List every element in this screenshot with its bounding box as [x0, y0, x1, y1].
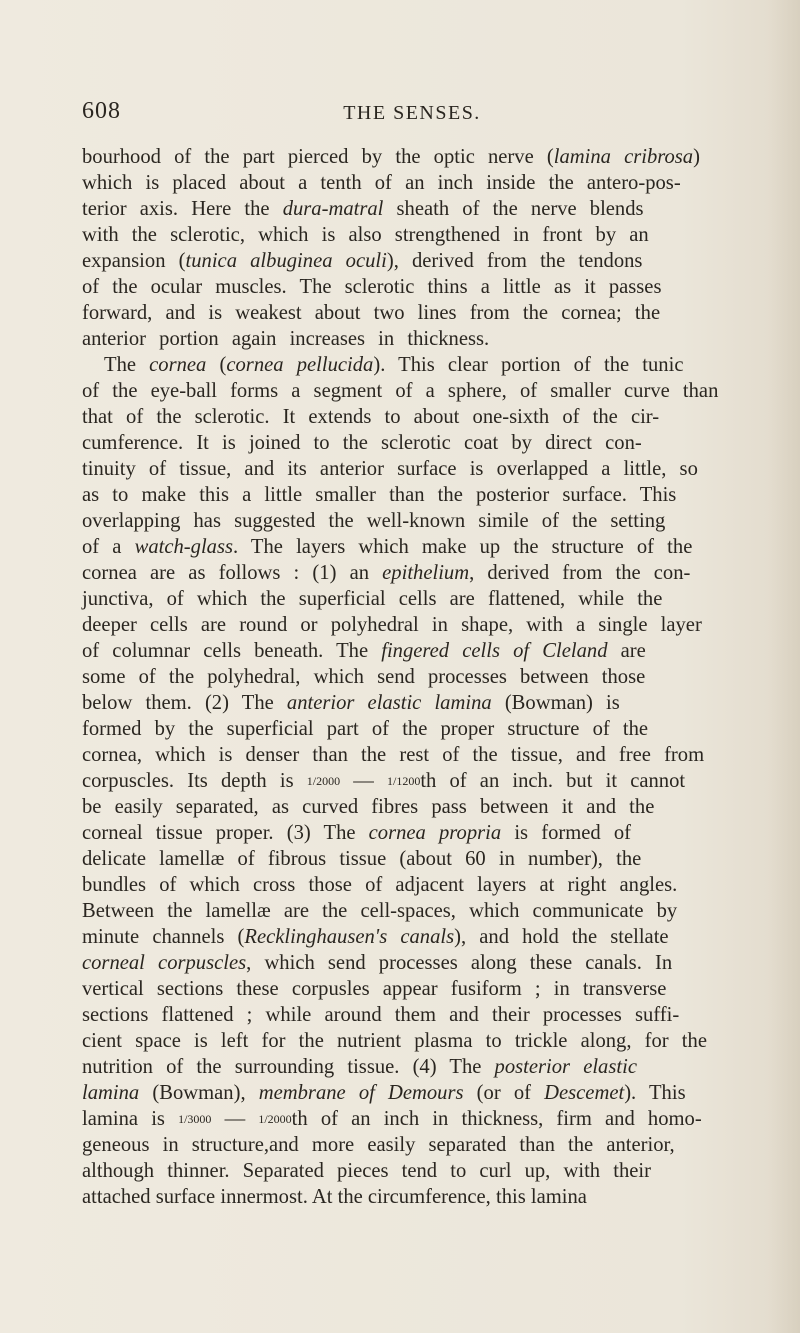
text-segment: is formed of [501, 822, 631, 844]
text-line [82, 248, 742, 274]
fraction: 1/1200 [386, 774, 421, 788]
text-segment: ). This [624, 1082, 686, 1104]
text-segment: The [104, 354, 150, 376]
italic-term: watch-glass [134, 536, 233, 558]
text-line [82, 924, 742, 950]
text-segment: as to make this a little smaller than the posterior surface. This [82, 484, 677, 506]
text-segment: (Bowman), [139, 1082, 259, 1104]
italic-term: posterior elastic [494, 1056, 637, 1078]
text-segment: junctiva, of which the superficial cells are flattened, while the [82, 588, 663, 610]
text-line [82, 742, 742, 768]
text-segment: (or of [463, 1082, 545, 1104]
text-segment: — [211, 1108, 259, 1130]
text-line [82, 534, 742, 560]
body-text [82, 144, 742, 1210]
text-segment: which is placed about a tenth of an inch inside the antero-pos- [82, 172, 681, 194]
text-line [82, 820, 742, 846]
italic-term: tunica albuginea oculi [185, 250, 387, 272]
text-line [82, 612, 742, 638]
italic-term: epithelium [382, 562, 470, 584]
text-segment: — [340, 770, 387, 792]
text-segment: of the ocular muscles. The sclerotic thins a little as it passes [82, 276, 662, 298]
italic-term: dura-matral [282, 198, 384, 220]
text-segment: sections flattened ; while around them and their processes suffi- [82, 1004, 680, 1026]
text-segment: . The layers which make up the structure of the [233, 536, 693, 558]
text-segment: th of an inch in thickness, firm and homo- [291, 1108, 702, 1130]
text-segment: be easily separated, as curved fibres pass between it and the [82, 796, 655, 818]
text-line [82, 638, 742, 664]
fraction: 1/2000 [258, 1112, 292, 1126]
text-segment: although thinner. Separated pieces tend to curl up, with their [82, 1160, 651, 1182]
page-number: 608 [82, 98, 121, 124]
fraction: 1/3000 [178, 1112, 212, 1126]
italic-term: fingered cells of Cleland [381, 640, 608, 662]
text-line [82, 768, 742, 794]
text-line [82, 664, 742, 690]
text-segment: anterior portion again increases in thickness. [82, 328, 490, 350]
text-line [82, 482, 742, 508]
text-line [82, 1158, 742, 1184]
text-segment: th of an inch. but it cannot [420, 770, 686, 792]
text-line [82, 274, 742, 300]
text-segment: overlapping has suggested the well-known simile of the setting [82, 510, 666, 532]
text-line [82, 1080, 742, 1106]
text-line [82, 976, 742, 1002]
text-segment: delicate lamellæ of fibrous tissue (about 60 in number), the [82, 848, 642, 870]
text-segment: ( [206, 354, 227, 376]
text-segment: bundles of which cross those of adjacent layers at right angles. [82, 874, 678, 896]
text-line [82, 950, 742, 976]
text-line [82, 456, 742, 482]
text-segment: cient space is left for the nutrient plasma to trickle along, for the [82, 1030, 707, 1052]
text-segment: deeper cells are round or polyhedral in shape, with a single layer [82, 614, 702, 636]
italic-term: lamina cribrosa [553, 146, 694, 168]
text-segment: with the sclerotic, which is also strengthened in front by an [82, 224, 649, 246]
text-segment: (Bowman) is [491, 692, 620, 714]
text-segment: below them. (2) The [82, 692, 287, 714]
text-segment: of the eye-ball forms a segment of a sphere, of smaller curve than [82, 380, 719, 402]
page-header [82, 98, 742, 130]
text-line [82, 1184, 742, 1210]
text-segment: of columnar cells beneath. The [82, 640, 382, 662]
italic-term: cornea [149, 354, 207, 376]
text-line [82, 1002, 742, 1028]
text-line [82, 586, 742, 612]
text-line [82, 508, 742, 534]
text-segment: vertical sections these corpusles appear fusiform ; in transverse [82, 978, 667, 1000]
text-segment: , which send processes along these canals. In [246, 952, 673, 974]
text-segment: corneal tissue proper. (3) The [82, 822, 369, 844]
text-line [82, 222, 742, 248]
text-line [82, 326, 742, 352]
text-segment: some of the polyhedral, which send processes between those [82, 666, 646, 688]
text-segment: of a [82, 536, 135, 558]
text-line [82, 144, 742, 170]
text-segment: cornea, which is denser than the rest of the tissue, and free from [82, 744, 705, 766]
italic-term: lamina [82, 1082, 140, 1104]
text-segment: bourhood of the part pierced by the optic nerve ( [82, 146, 554, 168]
text-segment: Between the lamellæ are the cell-spaces, which communicate by [82, 900, 678, 922]
text-segment: terior axis. Here the [82, 198, 283, 220]
text-segment: geneous in structure,and more easily separated than the anterior, [82, 1134, 675, 1156]
text-line [82, 1028, 742, 1054]
text-line [82, 1054, 742, 1080]
italic-term: anterior elastic lamina [286, 692, 492, 714]
text-segment: ). This clear portion of the tunic [373, 354, 684, 376]
italic-term: corneal corpuscles [82, 952, 247, 974]
text-segment: tinuity of tissue, and its anterior surface is overlapped a little, so [82, 458, 698, 480]
text-line [82, 300, 742, 326]
text-segment: cumference. It is joined to the sclerotic coat by direct con- [82, 432, 642, 454]
text-segment: ) [693, 146, 700, 168]
text-line [82, 196, 742, 222]
text-segment: lamina is [82, 1108, 179, 1130]
text-segment: cornea are as follows : (1) an [82, 562, 383, 584]
italic-term: membrane of Demours [258, 1082, 464, 1104]
text-segment: formed by the superficial part of the proper structure of the [82, 718, 649, 740]
text-line [82, 716, 742, 742]
text-line [82, 560, 742, 586]
text-segment: ), derived from the tendons [386, 250, 643, 272]
text-line [82, 430, 742, 456]
italic-term: cornea propria [368, 822, 502, 844]
italic-term: cornea pellucida [226, 354, 374, 376]
text-line [82, 846, 742, 872]
text-segment: nutrition of the surrounding tissue. (4) The [82, 1056, 495, 1078]
italic-term: Descemet [544, 1082, 625, 1104]
text-segment: that of the sclerotic. It extends to about one-sixth of the cir- [82, 406, 660, 428]
running-title: THE SENSES. [343, 102, 481, 124]
text-line [82, 404, 742, 430]
text-line [82, 794, 742, 820]
text-segment: attached surface innermost. At the circumference, this lamina [82, 1186, 587, 1208]
text-segment: forward, and is weakest about two lines from the cornea; the [82, 302, 661, 324]
fraction: 1/2000 [306, 774, 341, 788]
text-segment: corpuscles. Its depth is [82, 770, 307, 792]
italic-term: Recklinghausen's canals [244, 926, 455, 948]
text-line [82, 1106, 742, 1132]
text-line [82, 1132, 742, 1158]
text-line [82, 872, 742, 898]
text-segment: expansion ( [82, 250, 186, 272]
text-segment: ), and hold the stellate [454, 926, 669, 948]
text-line [82, 170, 742, 196]
text-segment: are [607, 640, 646, 662]
text-segment: , derived from the con- [469, 562, 691, 584]
text-line [82, 352, 742, 378]
text-line [82, 690, 742, 716]
text-segment: sheath of the nerve blends [383, 198, 644, 220]
text-segment: minute channels ( [82, 926, 245, 948]
text-line [82, 378, 742, 404]
text-line [82, 898, 742, 924]
